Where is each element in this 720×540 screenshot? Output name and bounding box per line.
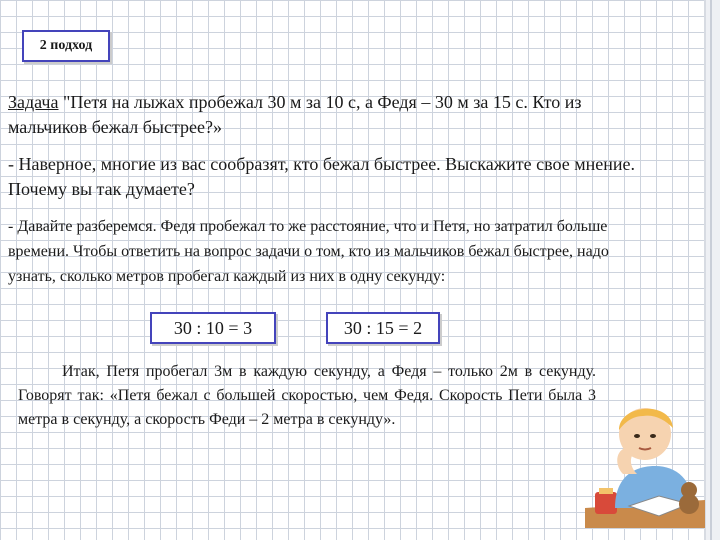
- equation-box-petya: [150, 312, 276, 344]
- page-edge-band: [704, 0, 720, 540]
- paragraph-conclusion: Итак, Петя пробегал 3м в каждую секунду, а Федя – только 2м в секунду. Говорят так: «Петя бежал с большей скоростью, чем Федя. Скорость Пети была 3 метра в секунду, а скорость Феди – 2 метра в секунду».: [18, 363, 596, 428]
- equation-fedya: 30 : 15 = 2: [343, 317, 423, 338]
- eye-left: [634, 434, 640, 438]
- task-text: "Петя на лыжах пробежал 30 м за 10 с, а Федя – 30 м за 15 с. Кто из мальчиков бежал быстрее?»: [8, 92, 582, 137]
- paragraph-opinion: - Наверное, многие из вас сообразят, кто бежал быстрее. Выскажите свое мнение. Почему вы так думаете?: [8, 154, 635, 199]
- teddy-body: [679, 494, 699, 514]
- boy-illustration: [585, 396, 705, 528]
- equation-petya: 30 : 10 = 3: [173, 317, 253, 338]
- task-statement: [8, 90, 648, 140]
- paragraph-explanation: - Давайте разберемся. Федя пробежал то же расстояние, что и Петя, но затратил больше времени. Чтобы ответить на вопрос задачи о том, кто из мальчиков бежал быстрее, надо узнать, сколько метров пробегал каждый из них в одну секунду:: [8, 218, 609, 285]
- cup-top: [599, 488, 613, 494]
- task-label: Задача: [8, 92, 59, 112]
- section-title: 2 подход: [39, 38, 93, 53]
- cup-shape: [595, 492, 617, 514]
- eye-right: [650, 434, 656, 438]
- equation-box-fedya: [326, 312, 440, 344]
- section-title-box: [22, 30, 110, 62]
